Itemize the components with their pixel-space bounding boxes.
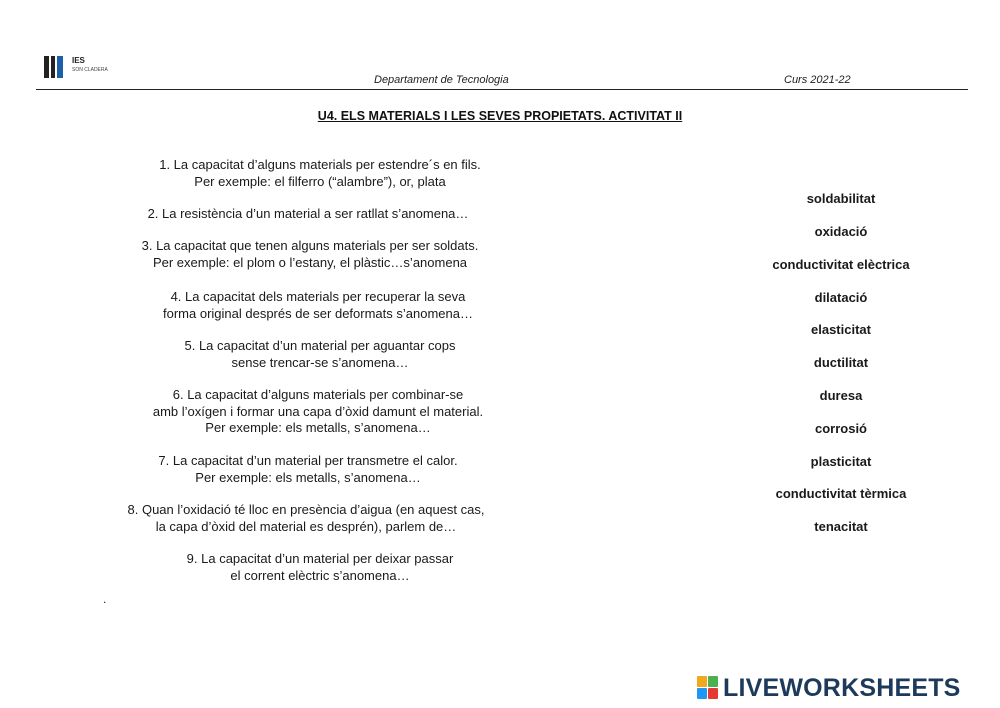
question-6 xyxy=(100,387,536,437)
question-line: Per exemple: el plom o l’estany, el plàstic…s’anomena xyxy=(152,254,468,270)
question-line: sense trencar-se s’anomena… xyxy=(231,354,409,370)
header-divider xyxy=(36,89,968,90)
option-conductivitat-termica[interactable]: conductivitat tèrmica xyxy=(775,486,907,501)
liveworksheets-brand xyxy=(697,674,997,702)
option-soldabilitat[interactable]: soldabilitat xyxy=(806,191,876,206)
option-oxidacio[interactable]: oxidació xyxy=(814,224,868,239)
department-label: Departament de Tecnologia xyxy=(374,74,509,86)
option-duresa[interactable]: duresa xyxy=(819,388,863,403)
logo-books-icon xyxy=(44,56,68,78)
option-ductilitat[interactable]: ductilitat xyxy=(813,355,869,370)
logo-title: IES xyxy=(72,56,85,65)
question-1 xyxy=(100,157,540,190)
question-4 xyxy=(100,289,536,322)
question-line: 3. La capacitat que tenen alguns materials per ser soldats. xyxy=(141,238,479,253)
question-line: 9. La capacitat d’un material per deixar passar xyxy=(186,551,454,566)
question-line: Per exemple: els metalls, s’anomena… xyxy=(195,469,421,485)
question-line: Per exemple: el filferro (“alambre”), or, plata xyxy=(194,173,446,189)
question-line: forma original després de ser deformats s’anomena… xyxy=(163,305,473,321)
question-line: 6. La capacitat d’alguns materials per combinar-se xyxy=(172,387,464,402)
option-corrosio[interactable]: corrosió xyxy=(814,421,867,436)
option-conductivitat-electrica[interactable]: conductivitat elèctrica xyxy=(772,257,910,272)
page-title: U4. ELS MATERIALS I LES SEVES PROPIETATS. ACTIVITAT II xyxy=(317,109,683,123)
question-line: 4. La capacitat dels materials per recuperar la seva xyxy=(170,289,466,304)
school-logo xyxy=(44,56,114,80)
question-8 xyxy=(100,502,512,535)
question-line: amb l’oxígen i formar una capa d’òxid damunt el material. xyxy=(152,403,484,419)
question-9 xyxy=(100,551,540,584)
question-2 xyxy=(100,206,516,223)
option-tenacitat[interactable]: tenacitat xyxy=(814,519,868,534)
question-line: 7. La capacitat d’un material per transmetre el calor. xyxy=(158,453,458,468)
question-5 xyxy=(100,338,540,371)
question-line: 8. Quan l’oxidació té lloc en presència d’aigua (en aquest cas, xyxy=(127,502,485,517)
question-line: 5. La capacitat d’un material per aguantar cops xyxy=(184,338,456,353)
question-3 xyxy=(100,238,520,271)
question-line: el corrent elèctric s’anomena… xyxy=(230,567,410,583)
question-line: Per exemple: els metalls, s’anomena… xyxy=(205,420,431,435)
course-label: Curs 2021-22 xyxy=(784,74,851,86)
question-line: la capa d’òxid del material es desprén), parlem de… xyxy=(155,518,457,534)
option-elasticitat[interactable]: elasticitat xyxy=(811,322,871,337)
logo-subtitle: SON CLADERA xyxy=(72,67,108,73)
option-dilatacio[interactable]: dilatació xyxy=(814,290,868,305)
question-7 xyxy=(100,453,516,486)
question-line: 2. La resistència d’un material a ser ratllat s’anomena… xyxy=(147,206,469,221)
liveworksheets-logo-icon xyxy=(697,676,719,700)
stray-mark: . xyxy=(103,592,107,606)
liveworksheets-wordmark: LIVEWORKSHEETS xyxy=(723,674,961,702)
question-line: 1. La capacitat d’alguns materials per estendre´s en fils. xyxy=(159,157,481,172)
option-plasticitat[interactable]: plasticitat xyxy=(810,454,872,469)
